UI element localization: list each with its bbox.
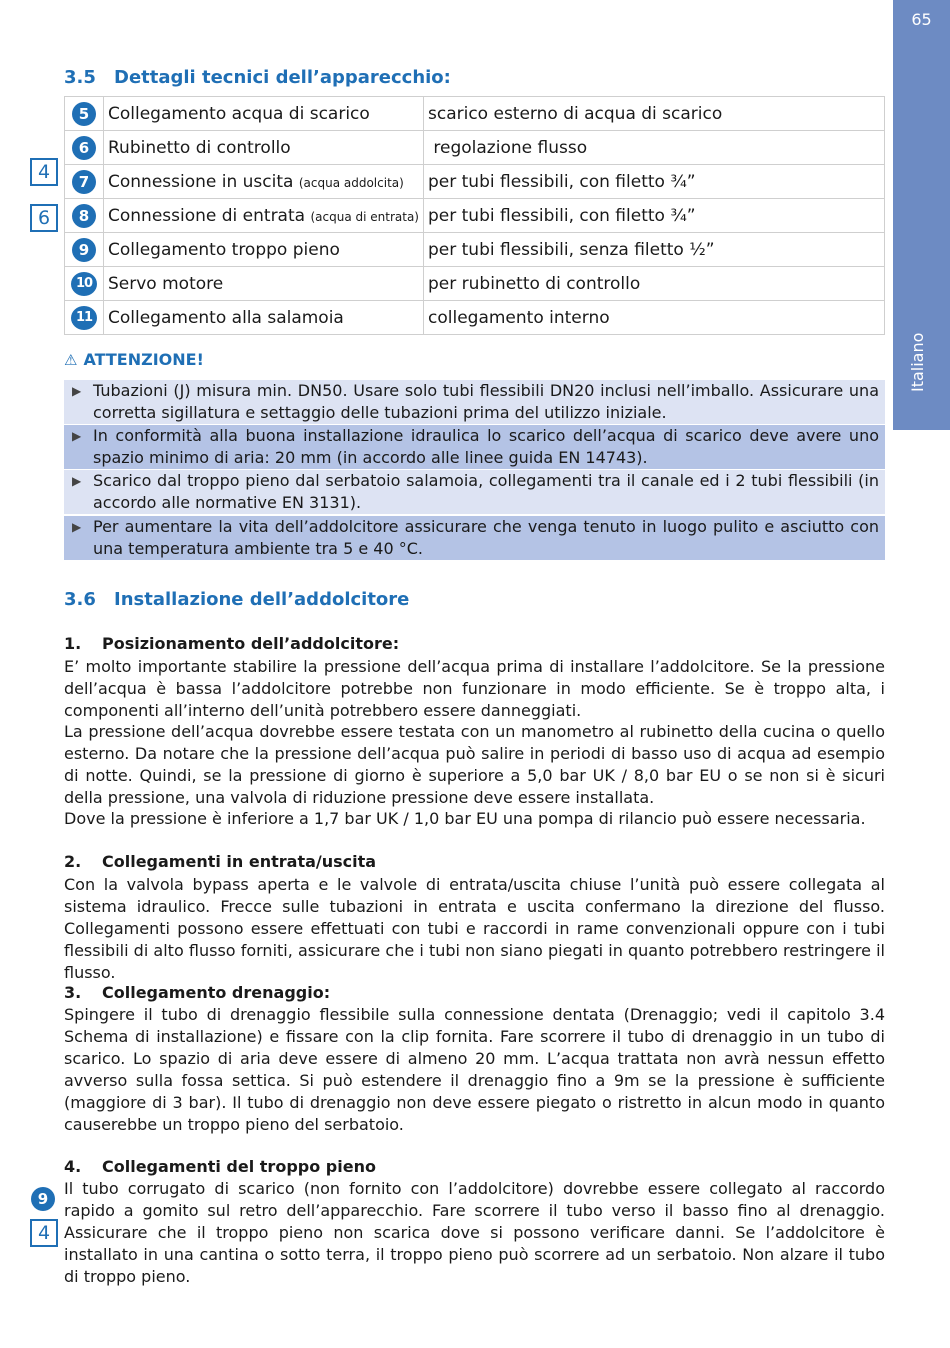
table-row [65,233,885,267]
spec-description: per tubi flessibili, senza filetto ½” [424,233,885,267]
figure-ref-box: 4 [30,1219,58,1247]
section-number: 3.5 [64,67,96,88]
table-row [65,199,885,233]
triangle-bullet-icon: ▶ [72,384,82,398]
spec-label: Collegamento alla salamoia [108,307,344,328]
spec-description: per tubi flessibili, con filetto ¾” [424,199,885,233]
section-title: Dettagli tecnici dell’apparecchio: [114,67,451,88]
step-heading [64,983,330,1002]
warning-triangle-icon: ⚠ [64,351,78,369]
table-row [65,131,885,165]
spec-note: (acqua di entrata) [310,209,419,224]
spec-label: Collegamento troppo pieno [108,239,340,260]
item-number-badge: 5 [72,102,96,126]
step-number: 2. [64,852,82,871]
table-row [65,97,885,131]
warning-text: Per aumentare la vita dell’addolcitore assicurare che venga tenuto in luogo pulito e asciutto con una temperatura ambiente tra 5 e 40 °C. [93,517,879,558]
step-number: 4. [64,1157,82,1176]
section-number: 3.6 [64,589,96,610]
step-paragraph: Dove la pressione è inferiore a 1,7 bar UK / 1,0 bar EU una pompa di rilancio può essere necessaria. [64,809,866,828]
warning-text: Scarico dal troppo pieno dal serbatoio salamoia, collegamenti tra il canale ed i 2 tubi flessibili (in accordo alle normative EN 3131). [93,471,879,512]
step-heading [64,852,376,871]
warning-item [64,380,885,424]
spec-description: scarico esterno di acqua di scarico [424,97,885,131]
spec-label: Servo motore [108,273,224,294]
spec-label: Collegamento acqua di scarico [108,103,370,124]
step-title: Collegamento drenaggio: [102,983,331,1002]
item-number-badge: 9 [72,238,96,262]
warning-item [64,470,885,514]
spec-note: (acqua addolcita) [298,175,404,190]
step-paragraph: Con la valvola bypass aperta e le valvole di entrata/uscita chiuse l’unità può essere collegata al sistema idraulico. Frecce sulle tubazioni in entrata e uscita confermano la direzione del flusso. Collegamenti possono essere effettuati con tubi e raccordi in rame convenzionali oppure con i tubi flessibili di alto flusso forniti, assicurare che i tubi non siano piegati in quanto potrebbero restringere il flusso. [64,875,885,982]
spec-description: collegamento interno [424,301,885,335]
spec-description: per tubi flessibili, con filetto ¾” [424,165,885,199]
triangle-bullet-icon: ▶ [72,429,82,443]
step-heading [64,634,399,653]
step-paragraph: Spingere il tubo di drenaggio flessibile sulla connessione dentata (Drenaggio; vedi il capitolo 3.4 Schema di installazione) e fissare con la clip fornita. Fare scorrere il tubo di drenaggio in un tubo di scarico. Lo spazio di aria deve essere di almeno 20 mm. L’acqua trattata non avrà nessun effetto avverso sulla fossa settica. Si può estendere il drenaggio fino a 9m se la pressione è sufficiente (maggiore di 3 bar). Il tubo di drenaggio non deve essere piegato o ristretto in alcun modo in quanto causerebbe un troppo pieno del serbatoio. [64,1005,885,1134]
warning-heading [64,350,204,369]
spec-description: per rubinetto di controllo [424,267,885,301]
item-number-badge: 10 [71,272,97,296]
spec-label: Connessione in uscita [108,171,299,192]
language-label: Italiano [908,332,927,392]
section-heading-3-6 [64,589,409,610]
page-number: 65 [893,0,950,44]
figure-ref-circle: 9 [31,1187,55,1211]
step-paragraph: La pressione dell’acqua dovrebbe essere testata con un manometro al rubinetto della cucina o quello esterno. Da notare che la pressione dell’acqua può salire in periodi di basso uso di acqua ad esempio di notte. Quindi, se la pressione di giorno è superiore a 5,0 bar UK / 8,0 bar EU o se non si è sicuri della pressione, una valvola di riduzione pressione deve essere installata. [64,722,885,807]
warning-item [64,425,885,469]
table-row [65,267,885,301]
warning-text: In conformità alla buona installazione idraulica lo scarico dell’acqua di scarico deve avere uno spazio minimo di aria: 20 mm (in accordo alle linee guida EN 14743). [93,426,879,467]
section-title: Installazione dell’addolcitore [114,589,410,610]
figure-ref-box: 6 [30,204,58,232]
triangle-bullet-icon: ▶ [72,474,82,488]
spec-label: Connessione di entrata [108,205,311,226]
item-number-badge: 6 [72,136,96,160]
section-heading-3-5 [64,67,451,88]
step-paragraph: E’ molto importante stabilire la pressione dell’acqua prima di installare l’addolcitore. Se la pressione dell’acqua è bassa l’addolcitore potrebbe non funzionare in modo efficiente. Se è troppo alta, i componenti all’interno dell’unità potrebbero essere danneggiati. [64,657,885,720]
warning-title: ATTENZIONE! [83,350,204,369]
item-number-badge: 11 [71,306,97,330]
warning-item [64,516,885,560]
spec-description: regolazione flusso [424,131,885,165]
warning-text: Tubazioni (J) misura min. DN50. Usare solo tubi flessibili DN20 inclusi nell’imballo. Assicurare una corretta sigillatura e settaggio delle tubazioni prima del utilizzo iniziale. [93,381,879,422]
step-title: Collegamenti del troppo pieno [102,1157,376,1176]
table-row [65,301,885,335]
spec-table [64,96,885,335]
step-paragraph: Il tubo corrugato di scarico (non fornito con l’addolcitore) dovrebbe essere collegato al raccordo rapido a gomito sul retro dell’apparecchio. Fare scorrere il tubo verso il basso fino al drenaggio. Assicurare che il troppo pieno non scarica dove si possono verificare danni. Se l’addolcitore è installato in una cantina o sotto terra, il troppo pieno può scorrere ad un serbatoio. Non alzare il tubo di troppo pieno. [64,1179,885,1286]
item-number-badge: 8 [72,204,96,228]
spec-label: Rubinetto di controllo [108,137,291,158]
step-number: 3. [64,983,82,1002]
item-number-badge: 7 [72,170,96,194]
step-title: Collegamenti in entrata/uscita [102,852,377,871]
step-heading [64,1157,376,1176]
step-number: 1. [64,634,82,653]
step-title: Posizionamento dell’addolcitore: [102,634,400,653]
figure-ref-box: 4 [30,158,58,186]
table-row [65,165,885,199]
triangle-bullet-icon: ▶ [72,520,82,534]
